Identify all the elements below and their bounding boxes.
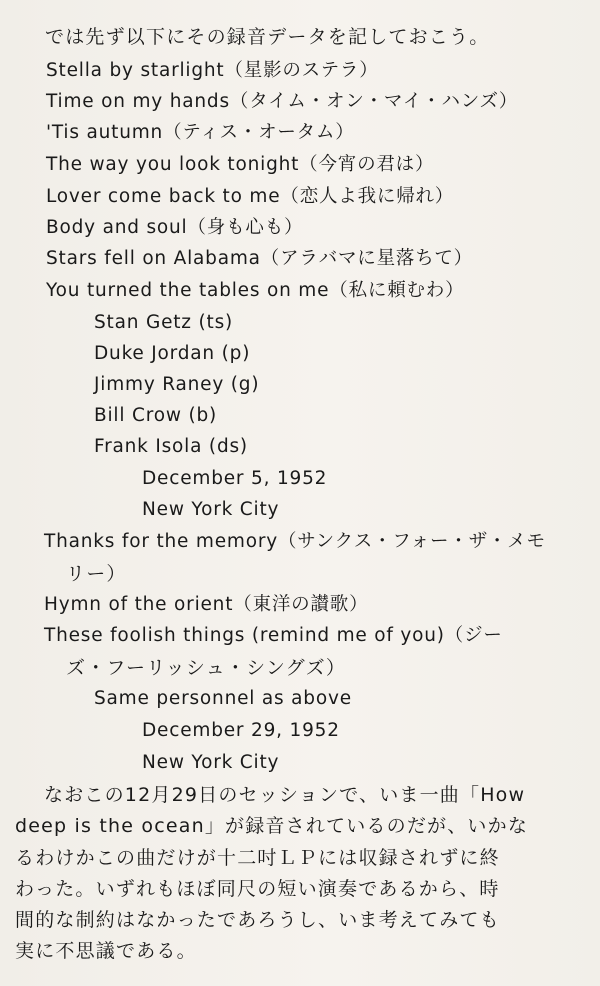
personnel-entry: Frank Isola (ds) xyxy=(94,436,248,457)
paragraph-line: 間的な制約はなかったであろうし、いま考えてみても xyxy=(15,909,500,931)
personnel-entry: Stan Getz (ts) xyxy=(94,312,234,333)
personnel-entry: Duke Jordan (p) xyxy=(94,343,251,364)
paragraph-line: 実に不思議である。 xyxy=(15,940,197,962)
track-title-continued: ズ・フーリッシュ・シングズ） xyxy=(66,657,347,679)
track-title: Stella by starlight（星影のステラ） xyxy=(46,60,379,81)
intro-text: では先ず以下にその録音データを記しておこう。 xyxy=(45,26,490,48)
paragraph-line: なおこの12月29日のセッションで、いま一曲「How xyxy=(44,784,526,806)
track-title: Body and soul（身も心も） xyxy=(46,217,304,238)
recording-date: December 29, 1952 xyxy=(142,720,340,741)
recording-place: New York City xyxy=(142,499,280,520)
track-title: These foolish things (remind me of you)（ジー xyxy=(44,625,503,646)
track-title-continued: リー） xyxy=(66,563,127,585)
paragraph-line: わった。いずれもほぼ同尺の短い演奏であるから、時 xyxy=(15,878,500,900)
paragraph-line: るわけかこの曲だけが十二吋ＬＰには収録されずに終 xyxy=(15,847,500,869)
track-title: The way you look tonight（今宵の君は） xyxy=(46,154,435,175)
recording-date: December 5, 1952 xyxy=(142,468,328,489)
paragraph-line: deep is the ocean」が録音されているのだが、いかな xyxy=(15,815,529,837)
track-title: Thanks for the memory（サンクス・フォー・ザ・メモ xyxy=(44,531,546,552)
personnel-entry: Jimmy Raney (g) xyxy=(94,374,260,395)
recording-place: New York City xyxy=(142,752,280,773)
track-title: Hymn of the orient（東洋の讃歌） xyxy=(44,594,369,615)
track-title: Time on my hands（タイム・オン・マイ・ハンズ） xyxy=(46,91,519,112)
track-title: Stars fell on Alabama（アラバマに星落ちて） xyxy=(46,248,473,269)
personnel-note: Same personnel as above xyxy=(94,688,352,709)
track-title: You turned the tables on me（私に頼むわ） xyxy=(46,280,465,301)
track-title: 'Tis autumn（ティス・オータム） xyxy=(46,122,355,143)
track-title: Lover come back to me（恋人よ我に帰れ） xyxy=(46,186,455,207)
personnel-entry: Bill Crow (b) xyxy=(94,405,218,426)
